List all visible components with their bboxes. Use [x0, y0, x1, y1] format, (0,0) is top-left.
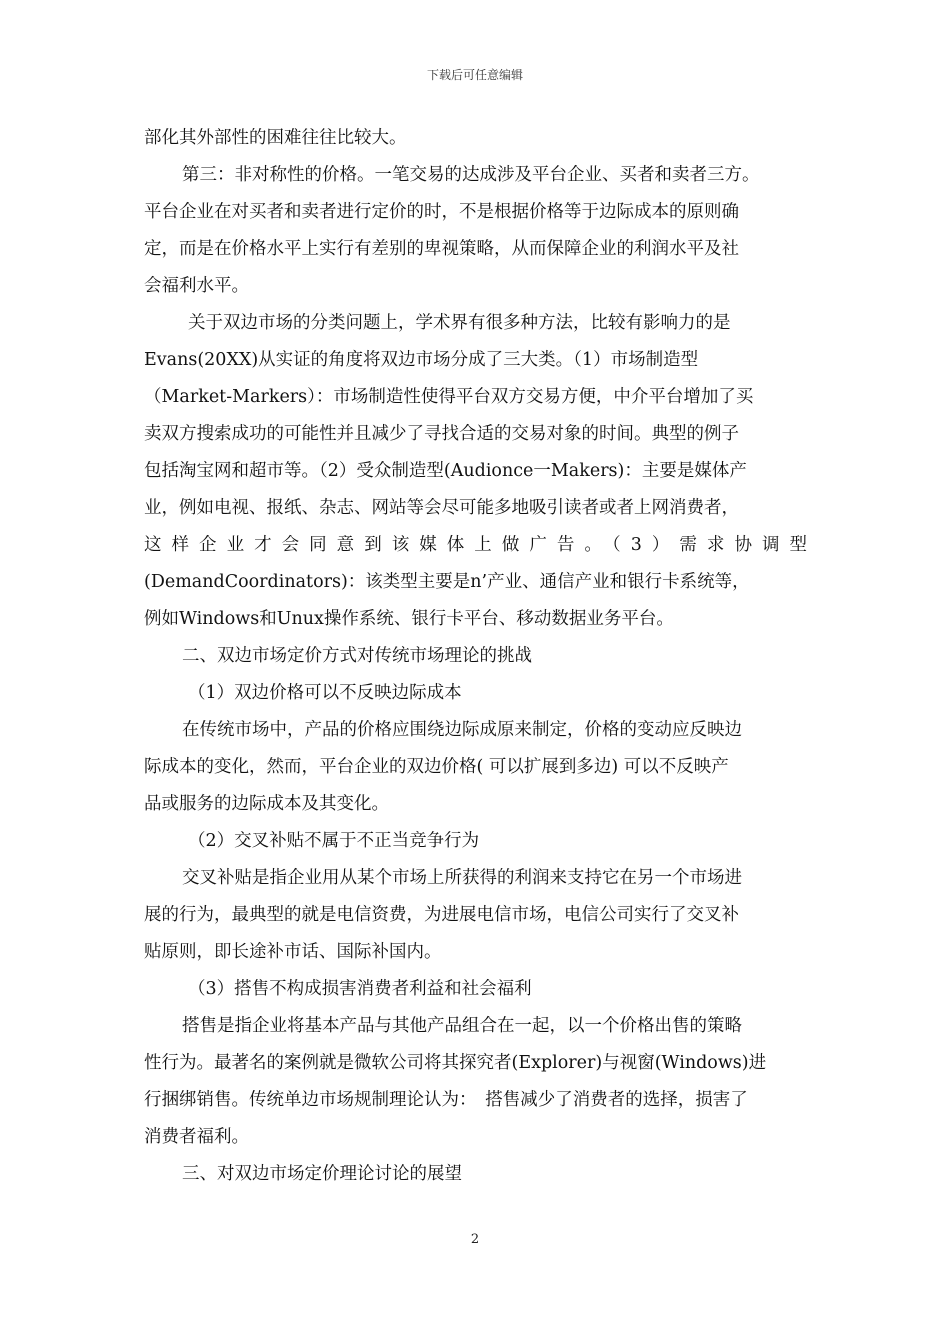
text-line: 贴原则，即长途补市话、国际补国内。 [144, 942, 442, 962]
text-line: 展的行为，最典型的就是电信资费，为进展电信市场，电信公司实行了交叉补 [144, 905, 739, 925]
page-number: 2 [470, 1232, 480, 1247]
text-line: 会福利水平。 [144, 276, 249, 296]
text-line: Evans(20XX)从实证的角度将双边市场分成了三大类。（1）市场制造型 [144, 350, 699, 370]
text-line: （Market-Markers）：市场制造性使得平台双方交易方便，中介平台增加了买 [144, 387, 754, 407]
page-header: 下载后可任意编辑 [426, 68, 523, 82]
text-line: 品或服务的边际成本及其变化。 [144, 794, 389, 814]
document-body [144, 120, 807, 1193]
subsection-heading: （3）搭售不构成损害消费者利益和社会福利 [188, 979, 532, 999]
text-line: 交叉补贴是指企业用从某个市场上所获得的利润来支持它在另一个市场进 [182, 868, 742, 888]
text-line: 定，而是在价格水平上实行有差别的卑视策略，从而保障企业的利润水平及社 [144, 239, 739, 259]
text-line: 包括淘宝网和超市等。（2）受众制造型(Audionce一Makers)：主要是媒体产 [144, 461, 747, 481]
text-line: 际成本的变化，然而，平台企业的双边价格( 可以扩展到多边) 可以不反映产 [144, 757, 729, 777]
text-line: 这样企业才会同意到该媒体上做广告。（3）需求协调型 [144, 535, 807, 555]
section-heading: 二、双边市场定价方式对传统市场理论的挑战 [182, 646, 532, 666]
text-line: 性行为。最著名的案例就是微软公司将其探究者(Explorer)与视窗(Windows)进 [144, 1053, 767, 1073]
text-line: 例如Windows和Unux操作系统、银行卡平台、移动数据业务平台。 [144, 609, 674, 629]
text-line: 卖双方搜索成功的可能性并且减少了寻找合适的交易对象的时间。典型的例子 [144, 424, 739, 444]
text-line: (DemandCoordinators)：该类型主要是n’产业、通信产业和银行卡系统等， [144, 572, 750, 592]
subsection-heading: （1）双边价格可以不反映边际成本 [188, 683, 462, 703]
text-line: 部化其外部性的困难往往比较大。 [144, 128, 407, 148]
subsection-heading: （2）交叉补贴不属于不正当竞争行为 [188, 831, 480, 851]
text-line: 行捆绑销售。传统单边市场规制理论认为： 搭售减少了消费者的选择，损害了 [144, 1090, 748, 1110]
text-line: 第三：非对称性的价格。一笔交易的达成涉及平台企业、买者和卖者三方。 [182, 165, 760, 185]
section-heading: 三、对双边市场定价理论讨论的展望 [182, 1164, 462, 1184]
text-line: 关于双边市场的分类问题上，学术界有很多种方法，比较有影响力的是 [188, 313, 731, 333]
text-line: 平台企业在对买者和卖者进行定价的时，不是根据价格等于边际成本的原则确 [144, 202, 739, 222]
text-line: 消费者福利。 [144, 1127, 249, 1147]
text-line: 业，例如电视、报纸、杂志、网站等会尽可能多地吸引读者或者上网消费者， [144, 498, 739, 518]
text-line: 在传统市场中，产品的价格应围绕边际成原来制定，价格的变动应反映边 [182, 720, 742, 740]
text-line: 搭售是指企业将基本产品与其他产品组合在一起，以一个价格出售的策略 [182, 1016, 742, 1036]
